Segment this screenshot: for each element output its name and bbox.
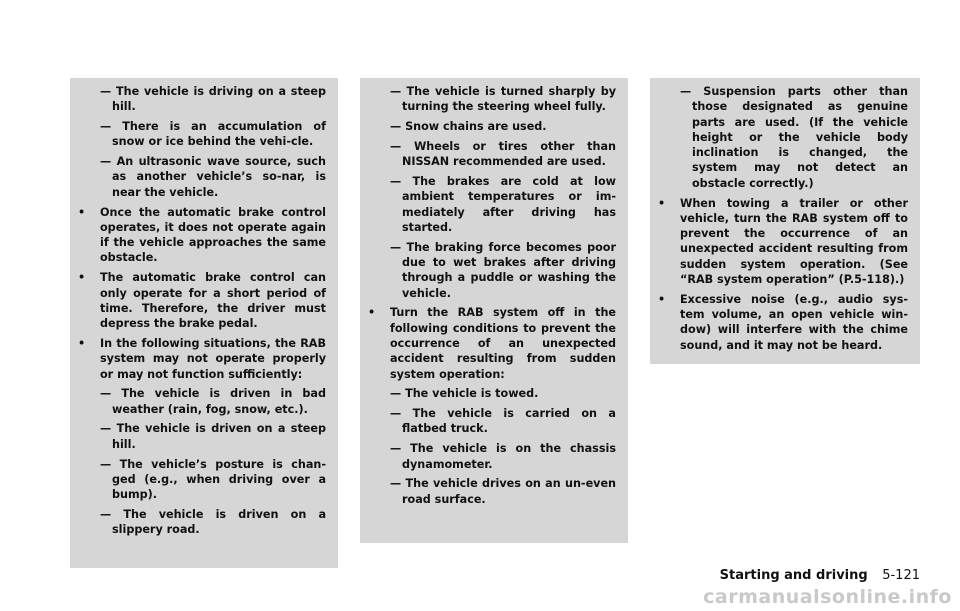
dash-item: — The braking force becomes poor due to wet brakes after driving through a puddle or washing the vehicle. bbox=[390, 240, 616, 300]
text-column-2 bbox=[360, 78, 628, 543]
item-list bbox=[390, 84, 616, 507]
dash-item: — Snow chains are used. bbox=[390, 120, 547, 134]
dash-item: — The vehicle is towed. bbox=[390, 387, 539, 401]
text-column-1 bbox=[70, 78, 338, 568]
dash-item: — The vehicle drives on an un-even road surface. bbox=[390, 477, 616, 506]
page-number: 5-121 bbox=[882, 568, 920, 583]
section-title: Starting and driving bbox=[719, 568, 868, 583]
bullet-item: • The automatic brake control can only operate for a short period of time. Therefore, the driver must depress the brake pedal. bbox=[90, 270, 326, 331]
dash-item: — There is an accumulation of snow or ice behind the vehi-cle. bbox=[100, 120, 326, 149]
dash-item: — The vehicle is driving on a steep hill. bbox=[100, 85, 326, 114]
dash-item: — The brakes are cold at low ambient temperatures or im-mediately after driving has started. bbox=[390, 174, 616, 234]
dash-item: — An ultrasonic wave source, such as another vehicle’s so-nar, is near the vehicle. bbox=[100, 155, 326, 199]
bullet-item: • When towing a trailer or other vehicle, turn the RAB system off to prevent the occurrence of an unexpected accident resulting from sudden system operation. (See “RAB system operation” (P.5-118).) bbox=[670, 196, 908, 288]
text-column-3 bbox=[650, 78, 920, 364]
page-footer bbox=[720, 568, 920, 583]
dash-item: — The vehicle is driven in bad weather (rain, fog, snow, etc.). bbox=[100, 387, 326, 416]
bullet-item: • Excessive noise (e.g., audio sys-tem volume, an open vehicle win-dow) will interfere with the chime sound, and it may not be heard. bbox=[670, 292, 908, 353]
dash-item: — The vehicle’s posture is chan-ged (e.g., when driving over a bump). bbox=[100, 457, 326, 502]
watermark: carmanualsonline.info bbox=[703, 586, 952, 608]
bullet-item: • Once the automatic brake control operates, it does not operate again if the vehicle approaches the same obstacle. bbox=[90, 205, 326, 266]
dash-item: — Suspension parts other than those designated as genuine parts are used. (If the vehicle height or the vehicle body inclination is changed, the system may not detect an obstacle correctly.) bbox=[680, 85, 908, 190]
bullet-item: • Turn the RAB system off in the following conditions to prevent the occurrence of an unexpected accident resulting from sudden system operation: bbox=[380, 305, 616, 381]
bullet-item: • In the following situations, the RAB system may not operate properly or may not function sufficiently: bbox=[90, 336, 326, 382]
dash-item: — The vehicle is on the chassis dynamometer. bbox=[390, 442, 616, 471]
dash-item: — The vehicle is driven on a slippery road. bbox=[100, 507, 326, 537]
item-list bbox=[100, 84, 326, 538]
dash-item: — The vehicle is turned sharply by turning the steering wheel fully. bbox=[390, 85, 616, 114]
dash-item: — The vehicle is driven on a steep hill. bbox=[100, 422, 326, 451]
dash-item: — Wheels or tires other than NISSAN recommended are used. bbox=[390, 139, 616, 169]
dash-item: — The vehicle is carried on a flatbed truck. bbox=[390, 407, 616, 436]
item-list bbox=[680, 84, 908, 353]
